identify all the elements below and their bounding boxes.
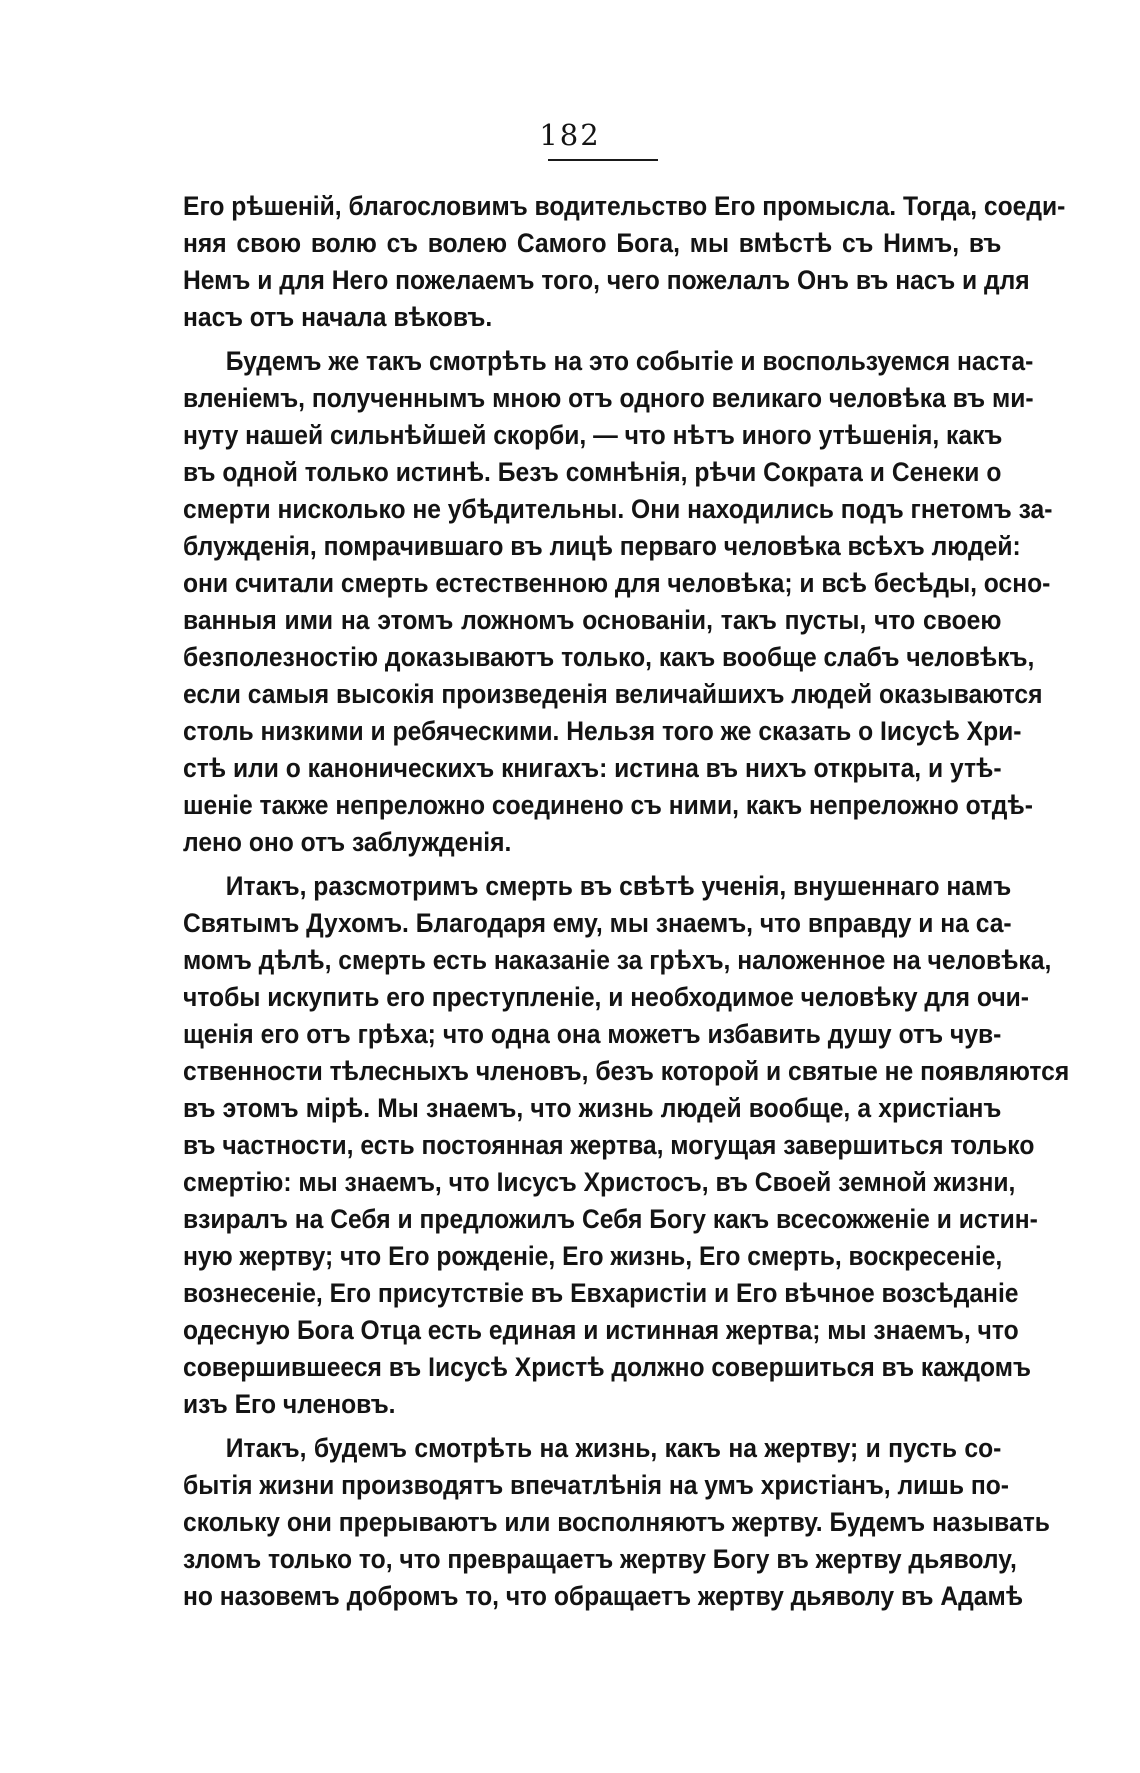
text-line: столь низкими и ребяческими. Нельзя того же сказать о Іисусѣ Хри-	[183, 716, 1022, 746]
text-line: зломъ только то, что превращаетъ жертву Богу въ жертву дьяволу,	[183, 1544, 1017, 1574]
text-line: въ этомъ мірѣ. Мы знаемъ, что жизнь людей вообще, а христіанъ	[183, 1093, 1002, 1123]
text-line: въ одной только истинѣ. Безъ сомнѣнія, рѣчи Сократа и Сенеки о	[183, 457, 1002, 487]
text-line: ванныя ими на этомъ ложномъ основаніи, такъ пусты, что своею	[183, 605, 1002, 635]
text-line: вознесеніе, Его присутствіе въ Евхаристіи и Его вѣчное возсѣданіе	[183, 1278, 1019, 1308]
text-line: скольку они прерываютъ или восполняютъ жертву. Будемъ называть	[183, 1507, 1050, 1537]
text-line: момъ дѣлѣ, смерть есть наказаніе за грѣхъ, наложенное на человѣка,	[183, 945, 1052, 975]
text-line: насъ отъ начала вѣковъ.	[183, 302, 493, 332]
text-line: щенія его отъ грѣха; что одна она можетъ избавить душу отъ чув-	[183, 1019, 1002, 1049]
paragraph-4	[183, 1430, 1050, 1615]
text-line: ную жертву; что Его рожденіе, Его жизнь, Его смерть, воскресеніе,	[183, 1241, 1003, 1271]
text-line: стѣ или о каноническихъ книгахъ: истина въ нихъ открыта, и утѣ-	[183, 753, 1002, 783]
text-line: Будемъ же такъ смотрѣть на это событіе и воспользуемся наста-	[225, 346, 1034, 376]
text-line: смертію: мы знаемъ, что Іисусъ Христосъ, въ Своей земной жизни,	[183, 1167, 1016, 1197]
text-line: Итакъ, будемъ смотрѣть на жизнь, какъ на жертву; и пусть со-	[225, 1433, 1002, 1463]
text-line: ственности тѣлесныхъ членовъ, безъ которой и святые не появляются	[183, 1056, 1070, 1086]
text-line: нуту нашей сильнѣйшей скорби, — что нѣтъ иного утѣшенія, какъ	[183, 420, 1003, 450]
text-line: изъ Его членовъ.	[183, 1389, 396, 1419]
text-line: они считали смерть естественною для человѣка; и всѣ бесѣды, осно-	[183, 568, 1051, 598]
paragraph-3	[183, 868, 1070, 1423]
text-line: совершившееся въ Іисусѣ Христѣ должно совершиться въ каждомъ	[183, 1352, 1031, 1382]
body-text	[183, 188, 1070, 1615]
paragraph-2	[183, 343, 1053, 861]
page-number-rule	[548, 159, 658, 161]
text-line: шеніе также непреложно соединено съ ними, какъ непреложно отдѣ-	[183, 790, 1033, 820]
text-line: няя свою волю съ волею Самого Бога, мы вмѣстѣ съ Нимъ, въ	[183, 228, 1002, 258]
text-line: чтобы искупить его преступленіе, и необходимое человѣку для очи-	[183, 982, 1030, 1012]
text-line: Итакъ, разсмотримъ смерть въ свѣтѣ ученія, внушеннаго намъ	[225, 871, 1012, 901]
text-line: блужденія, помрачившаго въ лицѣ перваго человѣка всѣхъ людей:	[183, 531, 1021, 561]
text-line: одесную Бога Отца есть единая и истинная жертва; мы знаемъ, что	[183, 1315, 1019, 1345]
text-line: лено оно отъ заблужденія.	[183, 827, 512, 857]
text-line: бытія жизни производятъ впечатлѣнія на умъ христіанъ, лишь по-	[183, 1470, 1009, 1500]
text-line: въ частности, есть постоянная жертва, могущая завершиться только	[183, 1130, 1035, 1160]
text-line: но назовемъ добромъ то, что обращаетъ жертву дьяволу въ Адамѣ	[183, 1581, 1024, 1611]
text-line: безполезностію доказываютъ только, какъ вообще слабъ человѣкъ,	[183, 642, 1035, 672]
page-number: 182	[539, 118, 601, 152]
text-line: смерти нисколько не убѣдительны. Они находились подъ гнетомъ за-	[183, 494, 1053, 524]
text-line: взиралъ на Себя и предложилъ Себя Богу какъ всесожженіе и истин-	[183, 1204, 1038, 1234]
text-line: Святымъ Духомъ. Благодаря ему, мы знаемъ, что вправду и на са-	[183, 908, 1012, 938]
paragraph-1	[183, 188, 1066, 336]
text-line: если самыя высокія произведенія величайшихъ людей оказываются	[183, 679, 1043, 709]
text-line: вленіемъ, полученнымъ мною отъ одного великаго человѣка въ ми-	[183, 383, 1034, 413]
text-line: Его рѣшеній, благословимъ водительство Его промысла. Тогда, соеди-	[183, 191, 1066, 221]
text-line: Немъ и для Него пожелаемъ того, чего пожелалъ Онъ въ насъ и для	[183, 265, 1030, 295]
